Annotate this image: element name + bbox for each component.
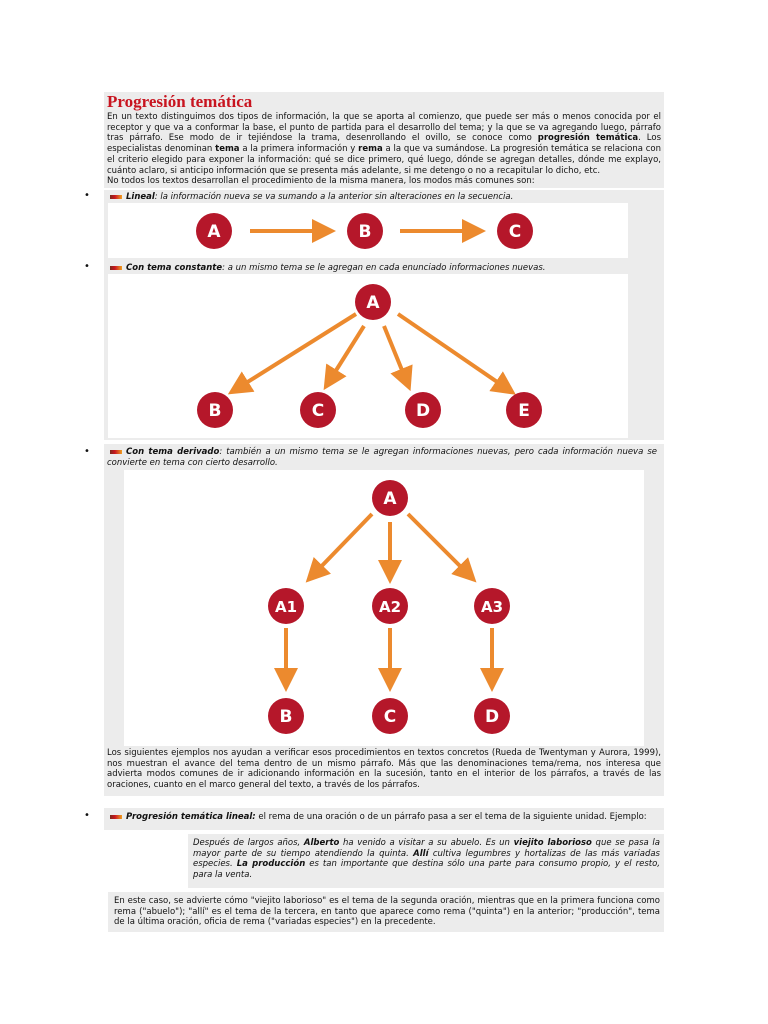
svg-text:B: B xyxy=(358,222,372,242)
arrow-a-e xyxy=(398,314,506,388)
node-d xyxy=(474,698,510,734)
quote-bold-alberto: Alberto xyxy=(303,838,340,848)
quote-bold-viejito: viejito laborioso xyxy=(513,838,592,848)
node-b xyxy=(268,698,304,734)
intro-paragraph xyxy=(107,112,661,187)
node-d xyxy=(405,392,441,428)
bullet-constante-text: : a un mismo tema se le agregan en cada enunciado informaciones nuevas. xyxy=(222,263,546,273)
bullet-marker-icon xyxy=(110,815,122,819)
svg-text:E: E xyxy=(518,401,530,421)
bullet-dot: • xyxy=(84,261,90,272)
intro-bold-tema: tema xyxy=(215,144,240,155)
svg-text:A: A xyxy=(383,489,397,509)
node-c xyxy=(300,392,336,428)
quote-bold-produccion: La producción xyxy=(236,859,306,870)
quote-text: es tan importante que destina sólo una parte para consumo propio, y el resto, para la venta. xyxy=(193,859,660,881)
bullet-dot: • xyxy=(84,446,90,457)
bullet-ejemplo-text: el rema de una oración o de un párrafo pasa a ser el tema de la siguiente unidad. Ejemplo: xyxy=(255,812,647,822)
bullet-derivado-text: : también a un mismo tema se le agregan informaciones nuevas, pero cada información nueva se convierte en tema con cierto desarrollo. xyxy=(107,447,658,468)
quote-text: cultiva legumbres y hortalizas de las más variadas especies. xyxy=(193,848,660,870)
diagram-derivado xyxy=(124,470,644,746)
page-title: Progresión temática xyxy=(107,92,253,111)
bullet-ejemplo xyxy=(110,812,660,823)
svg-text:B: B xyxy=(279,707,293,727)
diagram-constante xyxy=(108,274,628,438)
quote-bold-alli: Allí xyxy=(413,848,429,859)
svg-text:A: A xyxy=(366,293,380,313)
svg-text:D: D xyxy=(415,401,431,421)
intro-text-2: . Los especialistas denominan xyxy=(107,133,661,155)
bullet-lineal-label: Lineal xyxy=(126,192,155,202)
svg-text:A: A xyxy=(207,222,221,242)
svg-text:A1: A1 xyxy=(274,598,298,616)
arrow-a-a3 xyxy=(408,514,468,574)
arrow-a-d xyxy=(384,326,406,380)
node-b xyxy=(197,392,233,428)
intro-text-1: En un texto distinguimos dos tipos de información, la que se aporta al comienzo, que puede ser más o menos conocida por el receptor y que va a conformar la base, el punto de partida para el desarrollo del tema; y la que se va agregando luego, párrafo tras párrafo. Ese modo de ir tejiéndose la trama, desenrollando el ovillo, se conoce como xyxy=(107,112,661,144)
svg-text:D: D xyxy=(484,707,500,727)
bullet-constante-label: Con tema constante xyxy=(126,263,223,273)
bullet-lineal xyxy=(110,192,650,203)
node-a2 xyxy=(372,588,408,624)
node-a xyxy=(355,284,391,320)
intro-bold-rema: rema xyxy=(358,144,383,155)
svg-text:C: C xyxy=(383,707,397,727)
quote-text: ha venido a visitar a su abuelo. Es un xyxy=(339,838,514,848)
example-quote xyxy=(193,838,660,881)
quote-text: que se pasa la mayor parte de su tiempo atendiendo la quinta. xyxy=(193,838,660,859)
intro-text-5: No todos los textos desarrollan el procedimiento de la misma manera, los modos más comunes son: xyxy=(107,176,535,187)
node-a3 xyxy=(474,588,510,624)
node-e xyxy=(506,392,542,428)
intro-bold-progresion: progresión temática xyxy=(537,133,639,144)
intro-text-3: a la primera información y xyxy=(239,144,359,155)
svg-text:A2: A2 xyxy=(378,598,402,616)
node-a xyxy=(372,480,408,516)
node-a xyxy=(196,213,232,249)
node-b xyxy=(347,213,383,249)
bullet-dot: • xyxy=(84,810,90,821)
svg-text:B: B xyxy=(208,401,222,421)
bullet-derivado-label: Con tema derivado xyxy=(126,447,220,457)
node-c xyxy=(372,698,408,734)
bullet-lineal-text: : la información nueva se va sumando a la anterior sin alteraciones en la secuencia. xyxy=(154,192,514,202)
svg-text:C: C xyxy=(311,401,325,421)
bullet-marker-icon xyxy=(110,266,122,270)
arrow-a-b xyxy=(238,314,356,388)
bullet-dot: • xyxy=(84,190,90,201)
body-paragraph: Los siguientes ejemplos nos ayudan a verificar esos procedimientos en textos concretos (Rueda de Twentyman y Aurora, 1999), nos muestran el avance del tema dentro de un mismo párrafo. Más que las denominaciones tema/rema, nos interesa que advierta modos comunes de ir adicionando información en la sucesión, tanto en el interior de los párrafos, a través de las oraciones, cuanto en el marco general del texto, a través de los párrafos. xyxy=(107,748,661,791)
svg-text:C: C xyxy=(508,222,522,242)
diagram-lineal xyxy=(108,203,628,258)
explanation-paragraph: En este caso, se advierte cómo "viejito laborioso" es el tema de la segunda oración, mientras que en la primera funciona como rema ("abuelo"); "allí" es el tema de la tercera, en tanto que aparece como rema ("quinta") en la anterior; "producción", tema de la última oración, oficia de rema ("variadas especies") en la precedente. xyxy=(114,896,660,928)
intro-text-4: a la que va sumándose. La progresión temática se relaciona con el criterio elegido para exponer la información: qué se dice primero, qué luego, dónde se agregan detalles, dónde me explayo, cuánto aclaro, si anticipo información que se presenta más adelante, si me detengo o no a recapitular lo dicho, etc. xyxy=(107,144,661,176)
svg-text:A3: A3 xyxy=(480,598,504,616)
node-a1 xyxy=(268,588,304,624)
node-c xyxy=(497,213,533,249)
arrow-a-c xyxy=(330,326,364,380)
bullet-constante xyxy=(110,263,650,274)
arrow-a-a1 xyxy=(314,514,372,574)
bullet-marker-icon xyxy=(110,450,122,454)
quote-text: Después de largos años, xyxy=(193,838,304,848)
bullet-ejemplo-label: Progresión temática lineal: xyxy=(126,812,256,822)
bullet-marker-icon xyxy=(110,195,122,199)
bullet-derivado xyxy=(107,447,657,468)
